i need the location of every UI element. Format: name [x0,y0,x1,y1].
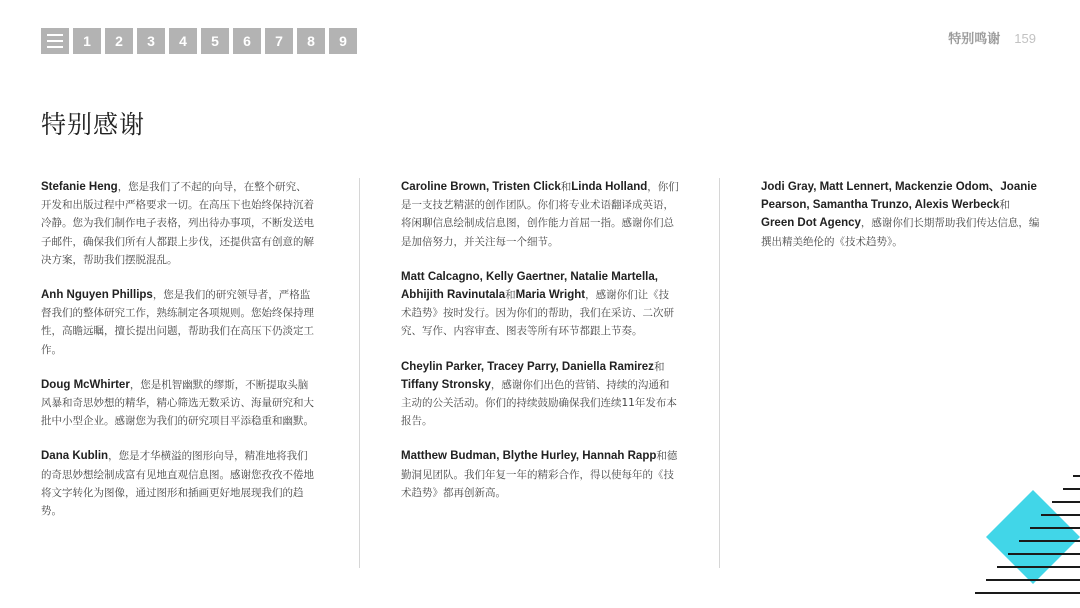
credit-text: ，你们是一支技艺精湛的创作团队。你们将专业术语翻译成英语，将闲聊信息绘制成信息图，创作能力首屈一指。感谢你们总是加倍努力，并关注每一个细节。 [401,181,679,248]
credit-names: Green Dot Agency [761,217,861,230]
credit-names: Doug McWhirter [41,378,130,391]
credit-names: Stefanie Heng [41,181,118,193]
chapter-8-button[interactable]: 8 [297,28,325,54]
column-1 [41,178,316,537]
credit-text: ，感谢你们长期帮助我们传达信息，编撰出精美绝伦的《技术趋势》。 [761,217,1040,248]
decorative-graphic [970,470,1080,608]
credit-names: Maria Wright [515,289,586,302]
credit-text: ，感谢你们让《技术趋势》按时发行。因为你们的帮助，我们在采访、二次研究、写作、内容审查、图表等所有环节都跟上节奏。 [401,289,674,338]
credit-connector: 和 [560,181,572,193]
credit-entry [41,376,316,431]
credit-connector: 和 [505,289,516,302]
chapter-5-button[interactable]: 5 [201,28,229,54]
credit-entry [761,178,1043,251]
credit-entry [401,358,679,431]
credit-text: ，您是才华横溢的图形向导，精准地将我们的奇思妙想绘制成富有见地直观信息图。感谢您孜孜不倦地将文字转化为图像，通过图形和插画更好地展现我们的趋势。 [41,450,314,518]
column-divider [719,178,720,568]
credit-entry [41,286,316,359]
credit-text: ，您是我们的研究领导者，严格监督我们的整体研究工作，熟练制定各项规则。您始终保持理性，高瞻远瞩，擅长提出问题，帮助我们在高压下仍淡定工作。 [41,289,314,356]
chapter-2-button[interactable]: 2 [105,28,133,54]
credit-text: ，您是我们了不起的向导，在整个研究、开发和出版过程中严格要求一切。在高压下也始终保持沉着冷静。您为我们制作电子表格，列出待办事项，不断发送电子邮件，确保我们所有人都跟上步伐，还提供富有创意的解决方案，帮助我们摆脱混乱。 [41,181,314,266]
credit-names: Linda Holland [571,181,648,193]
credit-connector: 和 [653,360,665,373]
diamond-shape [986,490,1080,584]
menu-icon [47,34,63,48]
credit-connector: 和 [999,199,1010,212]
column-divider [359,178,360,568]
credit-names: Cheylin Parker, Tracey Parry, Daniella Ramirez [401,360,654,373]
page-title: 特别感谢 [41,110,146,139]
credit-entry [41,178,316,269]
chapter-4-button[interactable]: 4 [169,28,197,54]
credit-names: Jodi Gray, Matt Lennert, Mackenzie Odom、Joanie Pearson, Samantha Trunzo, Alexis Werbeck [761,181,1037,212]
credit-names: Anh Nguyen Phillips [41,289,153,302]
chapter-9-button[interactable]: 9 [329,28,357,54]
credit-text: ，您是机智幽默的缪斯，不断提取头脑风暴和奇思妙想的精华，精心筛选无数采访、海量研究和大批中小型企业。感谢您为我们的研究项目平添稳重和幽默。 [41,378,314,428]
credit-entry [401,447,679,502]
credit-text: ，感谢你们出色的营销、持续的沟通和主动的公关活动。你们的持续鼓励确保我们连续11年发布本报告。 [401,378,677,428]
credit-entry [41,447,316,520]
credit-names: Tiffany Stronsky [401,378,491,391]
credit-names: Matthew Budman, Blythe Hurley, Hannah Rapp [401,450,657,463]
page-header [948,28,1036,47]
menu-button[interactable] [41,28,69,54]
credit-names: Dana Kublin [41,450,109,463]
chapter-7-button[interactable]: 7 [265,28,293,54]
page-number: 159 [1014,31,1036,46]
credit-names: Matt Calcagno, Kelly Gaertner, Natalie Martella, Abhijith Ravinutala [401,270,658,302]
chapter-nav [41,28,357,54]
chapter-6-button[interactable]: 6 [233,28,261,54]
section-name: 特别鸣谢 [948,32,1001,47]
column-3 [761,178,1043,268]
chapter-1-button[interactable]: 1 [73,28,101,54]
credit-names: Caroline Brown, Tristen Click [401,181,561,193]
credit-text: 和德勤洞见团队。我们年复一年的精彩合作，得以使每年的《技术趋势》都再创新高。 [401,450,678,499]
column-2 [401,178,679,519]
chapter-3-button[interactable]: 3 [137,28,165,54]
credit-entry [401,178,679,251]
credit-entry [401,268,679,341]
